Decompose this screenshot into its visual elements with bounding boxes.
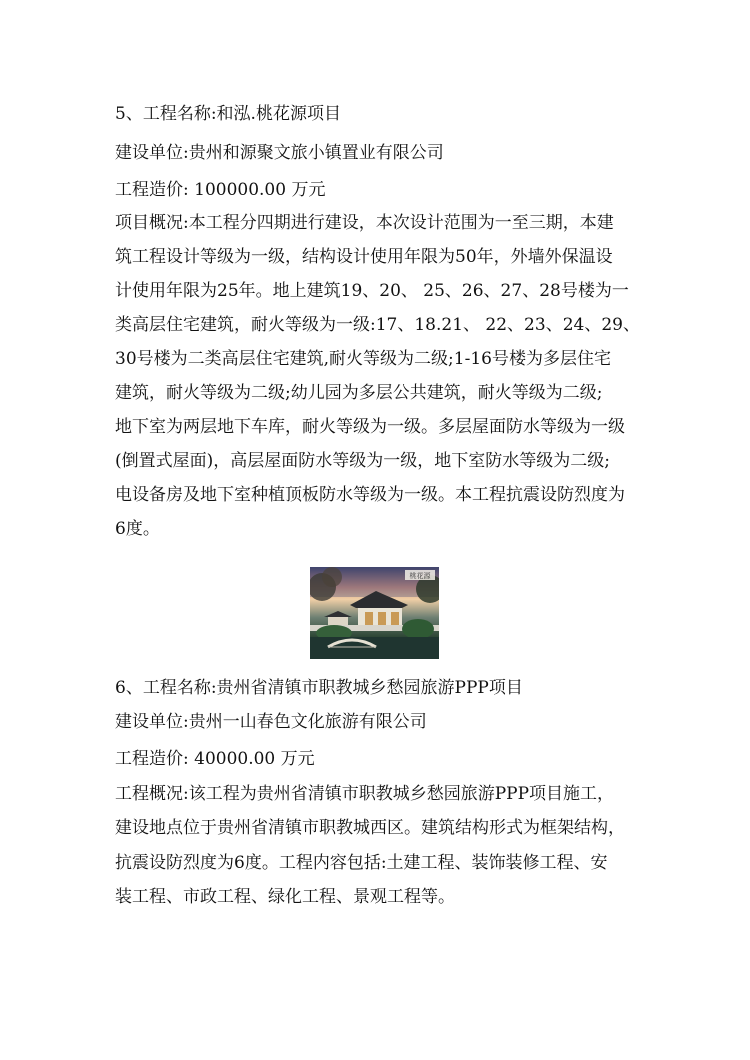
- project5-overview-line: 计使用年限为25年。地上建筑19、20、 25、26、27、28号楼为一: [115, 281, 629, 301]
- project5-overview-line: 项目概况:本工程分四期进行建设，本次设计范围为一至三期，本建: [115, 213, 614, 233]
- project5-photo: [310, 567, 439, 659]
- project5-overview-line: 6度。: [115, 519, 160, 539]
- project5-overview-line: 电设备房及地下室种植顶板防水等级为一级。本工程抗震设防烈度为: [115, 485, 625, 505]
- project6-builder: 建设单位:贵州一山春色文化旅游有限公司: [115, 712, 427, 732]
- project5-overview-line: 建筑，耐火等级为二级;幼儿园为多层公共建筑，耐火等级为二级;: [115, 383, 603, 403]
- project5-overview-line: 类高层住宅建筑，耐火等级为一级:17、18.21、 22、23、24、29、: [115, 315, 640, 335]
- project6-cost: 工程造价: 40000.00 万元: [115, 749, 315, 769]
- project6-overview-line: 装工程、市政工程、绿化工程、景观工程等。: [115, 887, 455, 907]
- photo-caption: 桃花源: [409, 572, 431, 580]
- project5-overview-line: 30号楼为二类高层住宅建筑,耐火等级为二级;1-16号楼为多层住宅: [115, 349, 611, 369]
- project6-overview-line: 建设地点位于贵州省清镇市职教城西区。建筑结构形式为框架结构，: [115, 818, 625, 838]
- courtyard-house-illustration: [310, 567, 439, 659]
- project6-title: 6、工程名称:贵州省清镇市职教城乡愁园旅游PPP项目: [115, 678, 523, 698]
- project5-overview-line: 筑工程设计等级为一级，结构设计使用年限为50年，外墙外保温设: [115, 247, 613, 267]
- project6-overview-line: 工程概况:该工程为贵州省清镇市职教城乡愁园旅游PPP项目施工，: [115, 784, 615, 804]
- project5-builder: 建设单位:贵州和源聚文旅小镇置业有限公司: [115, 143, 444, 163]
- project5-cost: 工程造价: 100000.00 万元: [115, 180, 326, 200]
- project5-overview-line: (倒置式屋面)，高层屋面防水等级为一级，地下室防水等级为二级;: [115, 451, 610, 471]
- project5-title: 5、工程名称:和泓.桃花源项目: [115, 104, 341, 124]
- project6-overview-line: 抗震设防烈度为6度。工程内容包括:土建工程、装饰装修工程、安: [115, 853, 608, 873]
- project5-overview-line: 地下室为两层地下车库，耐火等级为一级。多层屋面防水等级为一级: [115, 417, 625, 437]
